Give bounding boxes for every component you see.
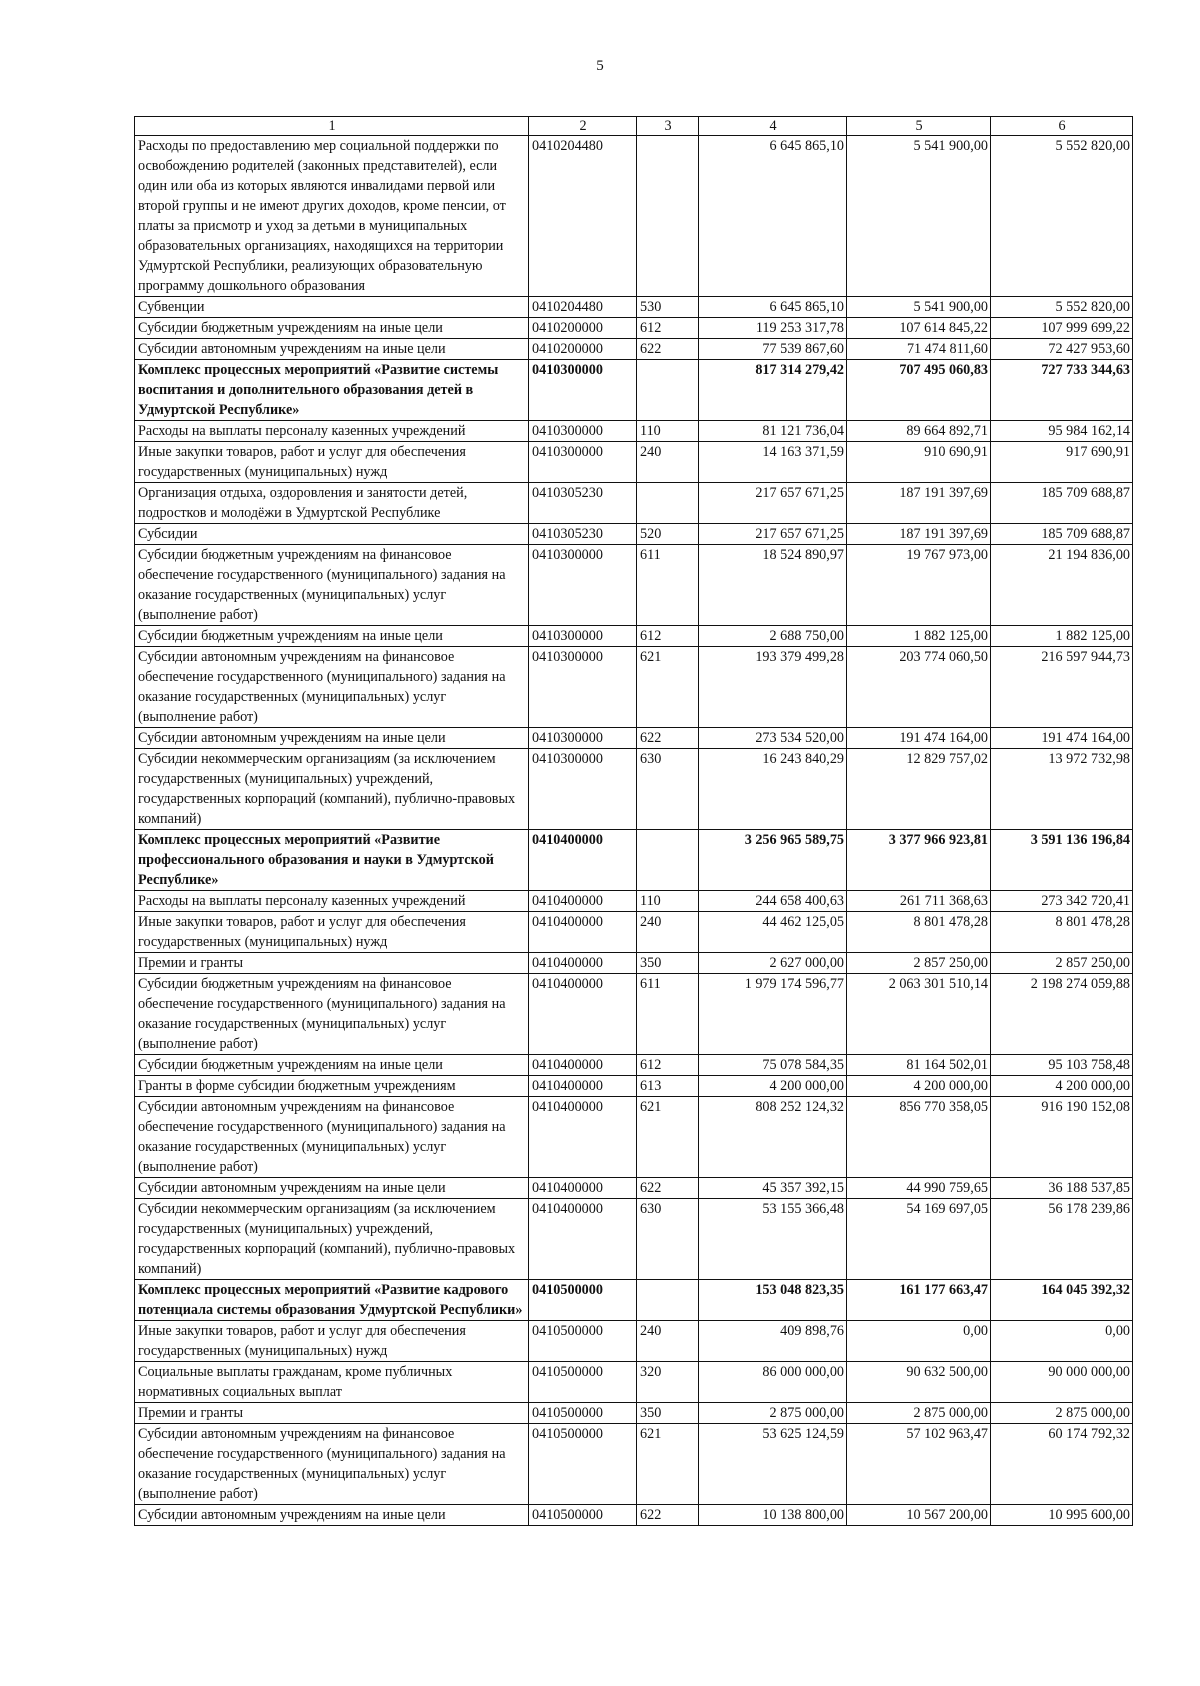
row-code-cell: 0410400000 [529,830,637,891]
row-code-cell: 0410305230 [529,524,637,545]
row-code-cell: 0410204480 [529,297,637,318]
row-type-cell: 320 [637,1362,699,1403]
row-value-4-cell: 2 875 000,00 [699,1403,847,1424]
row-name-cell: Расходы на выплаты персоналу казенных учреждений [135,421,529,442]
table-row [135,1097,1133,1178]
row-type-cell: 613 [637,1076,699,1097]
row-name-cell: Субсидии автономным учреждениям на иные цели [135,1505,529,1526]
row-type-cell: 611 [637,545,699,626]
row-value-4-cell: 77 539 867,60 [699,339,847,360]
table-row [135,1321,1133,1362]
row-value-5-cell: 10 567 200,00 [847,1505,991,1526]
table-row [135,360,1133,421]
row-value-5-cell: 3 377 966 923,81 [847,830,991,891]
row-value-6-cell: 21 194 836,00 [991,545,1133,626]
table-row [135,1424,1133,1505]
row-type-cell: 612 [637,1055,699,1076]
row-name-cell: Субсидии некоммерческим организациям (за исключением государственных (муниципальных) учреждений, государственных корпораций (компаний), публично-правовых компаний) [135,749,529,830]
row-code-cell: 0410300000 [529,442,637,483]
row-type-cell: 350 [637,1403,699,1424]
row-type-cell: 622 [637,339,699,360]
row-value-5-cell: 5 541 900,00 [847,297,991,318]
row-value-6-cell: 273 342 720,41 [991,891,1133,912]
table-row [135,626,1133,647]
row-value-5-cell: 2 875 000,00 [847,1403,991,1424]
row-value-4-cell: 119 253 317,78 [699,318,847,339]
row-name-cell: Субсидии бюджетным учреждениям на иные цели [135,1055,529,1076]
row-type-cell: 110 [637,891,699,912]
row-code-cell: 0410300000 [529,626,637,647]
row-value-5-cell: 161 177 663,47 [847,1280,991,1321]
table-row [135,1505,1133,1526]
row-name-cell: Субсидии автономным учреждениям на финансовое обеспечение государственного (муниципального) задания на оказание государственных (муниципальных) услуг (выполнение работ) [135,1097,529,1178]
row-value-4-cell: 6 645 865,10 [699,297,847,318]
row-value-5-cell: 57 102 963,47 [847,1424,991,1505]
row-value-5-cell: 2 857 250,00 [847,953,991,974]
table-row [135,830,1133,891]
row-name-cell: Премии и гранты [135,1403,529,1424]
row-value-6-cell: 90 000 000,00 [991,1362,1133,1403]
table-row [135,1076,1133,1097]
row-value-4-cell: 3 256 965 589,75 [699,830,847,891]
row-value-4-cell: 6 645 865,10 [699,136,847,297]
column-header-3: 3 [637,117,699,136]
row-value-5-cell: 4 200 000,00 [847,1076,991,1097]
budget-table [134,116,1133,1526]
row-value-4-cell: 16 243 840,29 [699,749,847,830]
row-value-4-cell: 81 121 736,04 [699,421,847,442]
row-type-cell: 110 [637,421,699,442]
table-row [135,1199,1133,1280]
row-value-4-cell: 1 979 174 596,77 [699,974,847,1055]
column-header-2: 2 [529,117,637,136]
table-row [135,442,1133,483]
row-code-cell: 0410300000 [529,360,637,421]
row-value-5-cell: 107 614 845,22 [847,318,991,339]
row-name-cell: Расходы на выплаты персоналу казенных учреждений [135,891,529,912]
row-type-cell [637,483,699,524]
row-value-5-cell: 0,00 [847,1321,991,1362]
row-type-cell: 612 [637,318,699,339]
row-name-cell: Субсидии бюджетным учреждениям на финансовое обеспечение государственного (муниципального) задания на оказание государственных (муниципальных) услуг (выполнение работ) [135,974,529,1055]
row-name-cell: Организация отдыха, оздоровления и занятости детей, подростков и молодёжи в Удмуртской Республике [135,483,529,524]
row-value-5-cell: 5 541 900,00 [847,136,991,297]
row-value-5-cell: 707 495 060,83 [847,360,991,421]
row-code-cell: 0410400000 [529,1178,637,1199]
row-value-6-cell: 185 709 688,87 [991,483,1133,524]
row-value-4-cell: 2 627 000,00 [699,953,847,974]
row-name-cell: Гранты в форме субсидии бюджетным учреждениям [135,1076,529,1097]
row-code-cell: 0410400000 [529,953,637,974]
row-value-4-cell: 4 200 000,00 [699,1076,847,1097]
row-name-cell: Субсидии бюджетным учреждениям на финансовое обеспечение государственного (муниципального) задания на оказание государственных (муниципальных) услуг (выполнение работ) [135,545,529,626]
row-name-cell: Социальные выплаты гражданам, кроме публичных нормативных социальных выплат [135,1362,529,1403]
row-value-4-cell: 53 155 366,48 [699,1199,847,1280]
row-code-cell: 0410400000 [529,912,637,953]
row-name-cell: Субсидии автономным учреждениям на иные цели [135,1178,529,1199]
row-name-cell: Субсидии [135,524,529,545]
row-value-5-cell: 44 990 759,65 [847,1178,991,1199]
table-row [135,421,1133,442]
row-value-6-cell: 95 984 162,14 [991,421,1133,442]
row-type-cell: 530 [637,297,699,318]
row-value-6-cell: 95 103 758,48 [991,1055,1133,1076]
table-row [135,1403,1133,1424]
row-value-5-cell: 191 474 164,00 [847,728,991,749]
row-name-cell: Субсидии автономным учреждениям на финансовое обеспечение государственного (муниципального) задания на оказание государственных (муниципальных) услуг (выполнение работ) [135,647,529,728]
row-value-6-cell: 2 857 250,00 [991,953,1133,974]
row-code-cell: 0410300000 [529,647,637,728]
row-code-cell: 0410300000 [529,728,637,749]
row-value-4-cell: 217 657 671,25 [699,524,847,545]
row-value-4-cell: 817 314 279,42 [699,360,847,421]
row-type-cell: 611 [637,974,699,1055]
row-value-5-cell: 2 063 301 510,14 [847,974,991,1055]
row-code-cell: 0410400000 [529,1055,637,1076]
row-name-cell: Иные закупки товаров, работ и услуг для обеспечения государственных (муниципальных) нужд [135,1321,529,1362]
row-value-6-cell: 8 801 478,28 [991,912,1133,953]
table-row [135,1362,1133,1403]
row-value-4-cell: 14 163 371,59 [699,442,847,483]
page-number: 5 [596,58,604,74]
row-type-cell: 240 [637,442,699,483]
row-code-cell: 0410500000 [529,1424,637,1505]
row-code-cell: 0410500000 [529,1362,637,1403]
row-value-6-cell: 3 591 136 196,84 [991,830,1133,891]
table-body [135,136,1133,1526]
row-value-6-cell: 13 972 732,98 [991,749,1133,830]
row-value-5-cell: 856 770 358,05 [847,1097,991,1178]
row-type-cell: 622 [637,1505,699,1526]
row-value-4-cell: 45 357 392,15 [699,1178,847,1199]
row-value-6-cell: 164 045 392,32 [991,1280,1133,1321]
row-type-cell: 630 [637,1199,699,1280]
row-value-4-cell: 2 688 750,00 [699,626,847,647]
table-row [135,891,1133,912]
table-row [135,318,1133,339]
table-row [135,339,1133,360]
row-value-4-cell: 53 625 124,59 [699,1424,847,1505]
row-code-cell: 0410204480 [529,136,637,297]
row-value-5-cell: 71 474 811,60 [847,339,991,360]
row-name-cell: Комплекс процессных мероприятий «Развитие системы воспитания и дополнительного образования детей в Удмуртской Республике» [135,360,529,421]
row-type-cell: 240 [637,912,699,953]
row-type-cell [637,136,699,297]
row-name-cell: Иные закупки товаров, работ и услуг для обеспечения государственных (муниципальных) нужд [135,912,529,953]
table-row [135,483,1133,524]
table-row [135,545,1133,626]
row-value-4-cell: 153 048 823,35 [699,1280,847,1321]
row-name-cell: Иные закупки товаров, работ и услуг для обеспечения государственных (муниципальных) нужд [135,442,529,483]
row-value-5-cell: 19 767 973,00 [847,545,991,626]
row-value-5-cell: 12 829 757,02 [847,749,991,830]
row-value-4-cell: 10 138 800,00 [699,1505,847,1526]
row-name-cell: Комплекс процессных мероприятий «Развитие профессионального образования и науки в Удмуртской Республике» [135,830,529,891]
row-value-6-cell: 1 882 125,00 [991,626,1133,647]
row-value-5-cell: 203 774 060,50 [847,647,991,728]
row-value-5-cell: 81 164 502,01 [847,1055,991,1076]
table-row [135,1055,1133,1076]
row-code-cell: 0410400000 [529,891,637,912]
row-value-6-cell: 216 597 944,73 [991,647,1133,728]
row-value-5-cell: 1 882 125,00 [847,626,991,647]
table-row [135,297,1133,318]
row-value-5-cell: 8 801 478,28 [847,912,991,953]
row-value-6-cell: 185 709 688,87 [991,524,1133,545]
row-code-cell: 0410400000 [529,974,637,1055]
row-value-6-cell: 5 552 820,00 [991,136,1133,297]
row-code-cell: 0410300000 [529,421,637,442]
table-row [135,647,1133,728]
row-value-4-cell: 217 657 671,25 [699,483,847,524]
table-row [135,749,1133,830]
row-value-5-cell: 89 664 892,71 [847,421,991,442]
table-row [135,974,1133,1055]
row-value-6-cell: 916 190 152,08 [991,1097,1133,1178]
row-name-cell: Субвенции [135,297,529,318]
row-value-4-cell: 244 658 400,63 [699,891,847,912]
row-value-6-cell: 5 552 820,00 [991,297,1133,318]
table-row [135,1178,1133,1199]
column-header-5: 5 [847,117,991,136]
row-name-cell: Субсидии автономным учреждениям на иные цели [135,339,529,360]
row-type-cell: 621 [637,647,699,728]
row-value-5-cell: 187 191 397,69 [847,483,991,524]
row-code-cell: 0410400000 [529,1076,637,1097]
row-name-cell: Премии и гранты [135,953,529,974]
row-type-cell: 630 [637,749,699,830]
row-code-cell: 0410500000 [529,1403,637,1424]
row-value-5-cell: 90 632 500,00 [847,1362,991,1403]
row-value-4-cell: 808 252 124,32 [699,1097,847,1178]
row-name-cell: Субсидии автономным учреждениям на иные цели [135,728,529,749]
row-code-cell: 0410305230 [529,483,637,524]
row-value-5-cell: 261 711 368,63 [847,891,991,912]
row-name-cell: Субсидии бюджетным учреждениям на иные цели [135,318,529,339]
row-code-cell: 0410200000 [529,318,637,339]
table-row [135,136,1133,297]
row-type-cell [637,360,699,421]
table-row [135,524,1133,545]
column-header-4: 4 [699,117,847,136]
row-value-5-cell: 910 690,91 [847,442,991,483]
row-name-cell: Расходы по предоставлению мер социальной поддержки по освобождению родителей (законных представителей), если один или оба из которых являются инвалидами первой или второй группы и не имеют других доходов, кроме пенсии, от платы за присмотр и уход за детьми в муниципальных образовательных организациях, находящихся на территории Удмуртской Республики, реализующих образовательную программу дошкольного образования [135,136,529,297]
row-type-cell: 621 [637,1097,699,1178]
row-value-6-cell: 56 178 239,86 [991,1199,1133,1280]
row-type-cell: 621 [637,1424,699,1505]
row-type-cell: 622 [637,1178,699,1199]
row-value-6-cell: 727 733 344,63 [991,360,1133,421]
row-code-cell: 0410200000 [529,339,637,360]
row-type-cell: 612 [637,626,699,647]
row-code-cell: 0410400000 [529,1097,637,1178]
row-name-cell: Субсидии некоммерческим организациям (за исключением государственных (муниципальных) учреждений, государственных корпораций (компаний), публично-правовых компаний) [135,1199,529,1280]
row-value-6-cell: 72 427 953,60 [991,339,1133,360]
row-name-cell: Субсидии автономным учреждениям на финансовое обеспечение государственного (муниципального) задания на оказание государственных (муниципальных) услуг (выполнение работ) [135,1424,529,1505]
column-header-1: 1 [135,117,529,136]
row-value-6-cell: 10 995 600,00 [991,1505,1133,1526]
row-type-cell: 350 [637,953,699,974]
row-value-6-cell: 36 188 537,85 [991,1178,1133,1199]
row-value-5-cell: 54 169 697,05 [847,1199,991,1280]
row-name-cell: Комплекс процессных мероприятий «Развитие кадрового потенциала системы образования Удмуртской Республики» [135,1280,529,1321]
row-value-6-cell: 2 875 000,00 [991,1403,1133,1424]
row-code-cell: 0410500000 [529,1280,637,1321]
row-type-cell: 240 [637,1321,699,1362]
column-header-6: 6 [991,117,1133,136]
table-row [135,912,1133,953]
row-value-4-cell: 75 078 584,35 [699,1055,847,1076]
row-value-5-cell: 187 191 397,69 [847,524,991,545]
row-value-4-cell: 273 534 520,00 [699,728,847,749]
row-value-6-cell: 191 474 164,00 [991,728,1133,749]
row-value-6-cell: 2 198 274 059,88 [991,974,1133,1055]
row-value-4-cell: 409 898,76 [699,1321,847,1362]
row-value-6-cell: 0,00 [991,1321,1133,1362]
row-name-cell: Субсидии бюджетным учреждениям на иные цели [135,626,529,647]
row-value-6-cell: 107 999 699,22 [991,318,1133,339]
table-header-row [135,117,1133,136]
row-type-cell: 520 [637,524,699,545]
row-type-cell [637,830,699,891]
row-value-6-cell: 4 200 000,00 [991,1076,1133,1097]
table-row [135,728,1133,749]
row-value-4-cell: 44 462 125,05 [699,912,847,953]
row-type-cell [637,1280,699,1321]
row-code-cell: 0410500000 [529,1505,637,1526]
table-row [135,953,1133,974]
row-code-cell: 0410300000 [529,749,637,830]
row-code-cell: 0410400000 [529,1199,637,1280]
table-row [135,1280,1133,1321]
row-value-4-cell: 18 524 890,97 [699,545,847,626]
row-value-4-cell: 86 000 000,00 [699,1362,847,1403]
row-value-6-cell: 60 174 792,32 [991,1424,1133,1505]
row-code-cell: 0410500000 [529,1321,637,1362]
row-type-cell: 622 [637,728,699,749]
row-value-4-cell: 193 379 499,28 [699,647,847,728]
row-value-6-cell: 917 690,91 [991,442,1133,483]
row-code-cell: 0410300000 [529,545,637,626]
